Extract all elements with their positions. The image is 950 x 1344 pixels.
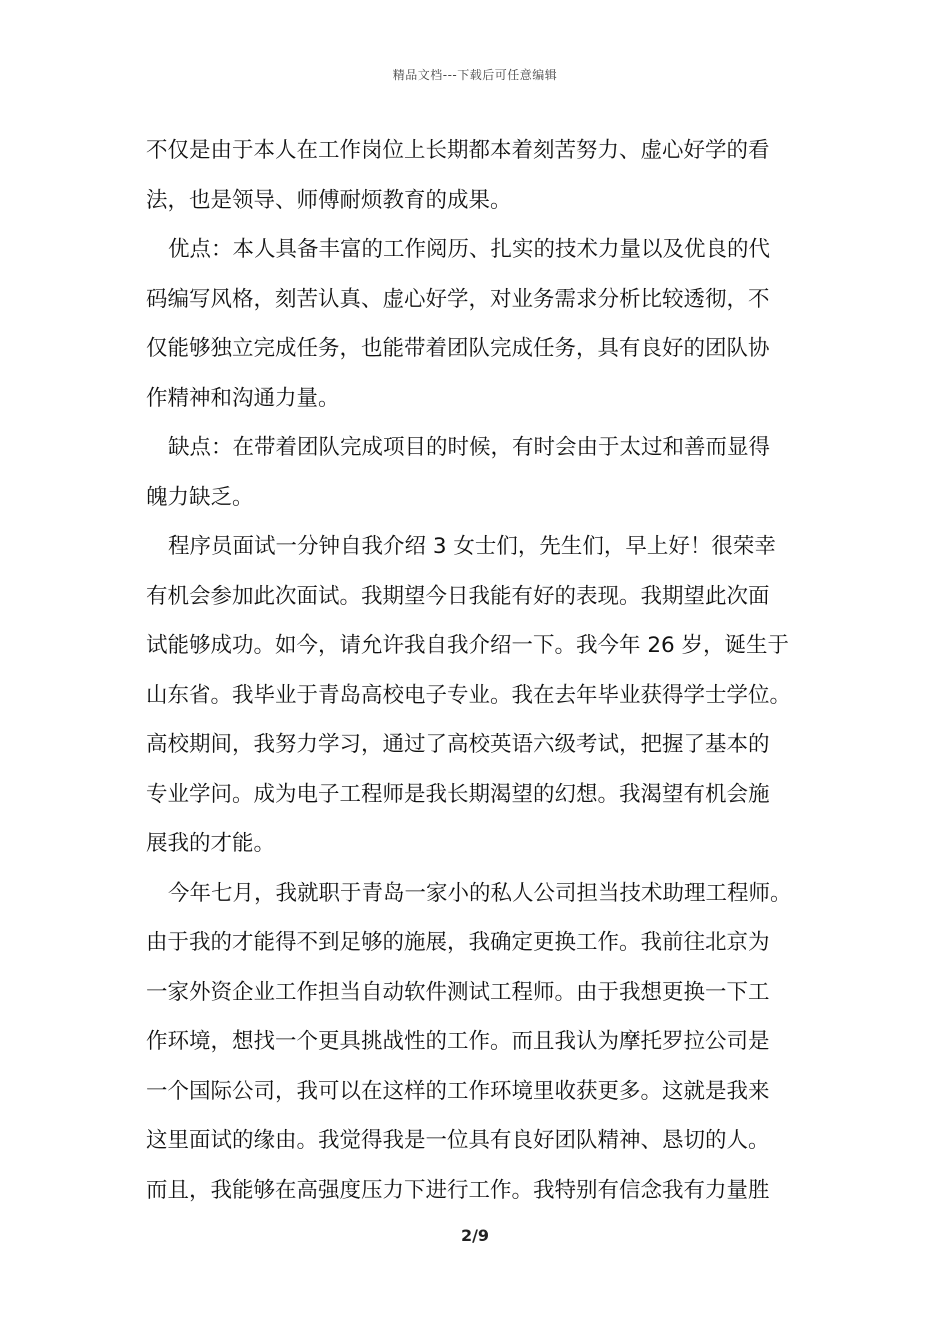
text-line: 魄力缺乏。 (146, 484, 254, 510)
text-line: 有机会参加此次面试。我期望今日我能有好的表现。我期望此次面 (146, 583, 770, 609)
page-number (0, 1226, 950, 1245)
text-line: 程序员面试一分钟自我介绍 3 女士们，先生们，早上好！很荣幸 (168, 534, 776, 559)
page-total: 9 (477, 1226, 490, 1245)
text-line: 一家外资企业工作担当自动软件测试工程师。由于我想更换一下工 (146, 979, 770, 1005)
text-line: 专业学问。成为电子工程师是我长期渴望的幻想。我渴望有机会施 (146, 781, 770, 807)
text-line: 由于我的才能得不到足够的施展，我确定更换工作。我前往北京为 (146, 930, 770, 955)
page-current: 2 (460, 1226, 473, 1245)
text-line: 仅能够独立完成任务，也能带着团队完成任务，具有良好的团队协 (146, 336, 770, 361)
text-line: 一个国际公司，我可以在这样的工作环境里收获更多。这就是我来 (146, 1078, 770, 1104)
text-line: 展我的才能。 (146, 831, 276, 856)
text-line: 山东省。我毕业于青岛高校电子专业。我在去年毕业获得学士学位。 (146, 682, 792, 708)
text-line: 缺点：在带着团队完成项目的时候，有时会由于太过和善而显得 (168, 435, 771, 460)
text-line: 今年七月，我就职于青岛一家小的私人公司担当技术助理工程师。 (168, 880, 792, 906)
text-line: 作环境，想找一个更具挑战性的工作。而且我认为摩托罗拉公司是 (146, 1029, 770, 1054)
text-line: 法，也是领导、师傅耐烦教育的成果。 (146, 187, 512, 213)
text-line: 作精神和沟通力量。 (146, 385, 340, 411)
text-line: 而且，我能够在高强度压力下进行工作。我特别有信念我有力量胜 (146, 1177, 770, 1203)
text-line: 高校期间，我努力学习，通过了高校英语六级考试，把握了基本的 (146, 732, 770, 757)
page-separator: / (472, 1226, 478, 1245)
text-line: 优点：本人具备丰富的工作阅历、扎实的技术力量以及优良的代 (168, 237, 771, 262)
text-line: 试能够成功。如今，请允许我自我介绍一下。我今年 26 岁，诞生于 (146, 633, 790, 658)
text-line: 码编写风格，刻苦认真、虚心好学，对业务需求分析比较透彻，不 (146, 286, 770, 312)
text-line: 不仅是由于本人在工作岗位上长期都本着刻苦努力、虚心好学的看 (146, 138, 770, 163)
document-body (146, 126, 811, 1215)
page-header: 精品文档---下载后可任意编辑 (392, 68, 558, 82)
text-line: 这里面试的缘由。我觉得我是一位具有良好团队精神、恳切的人。 (146, 1128, 770, 1153)
